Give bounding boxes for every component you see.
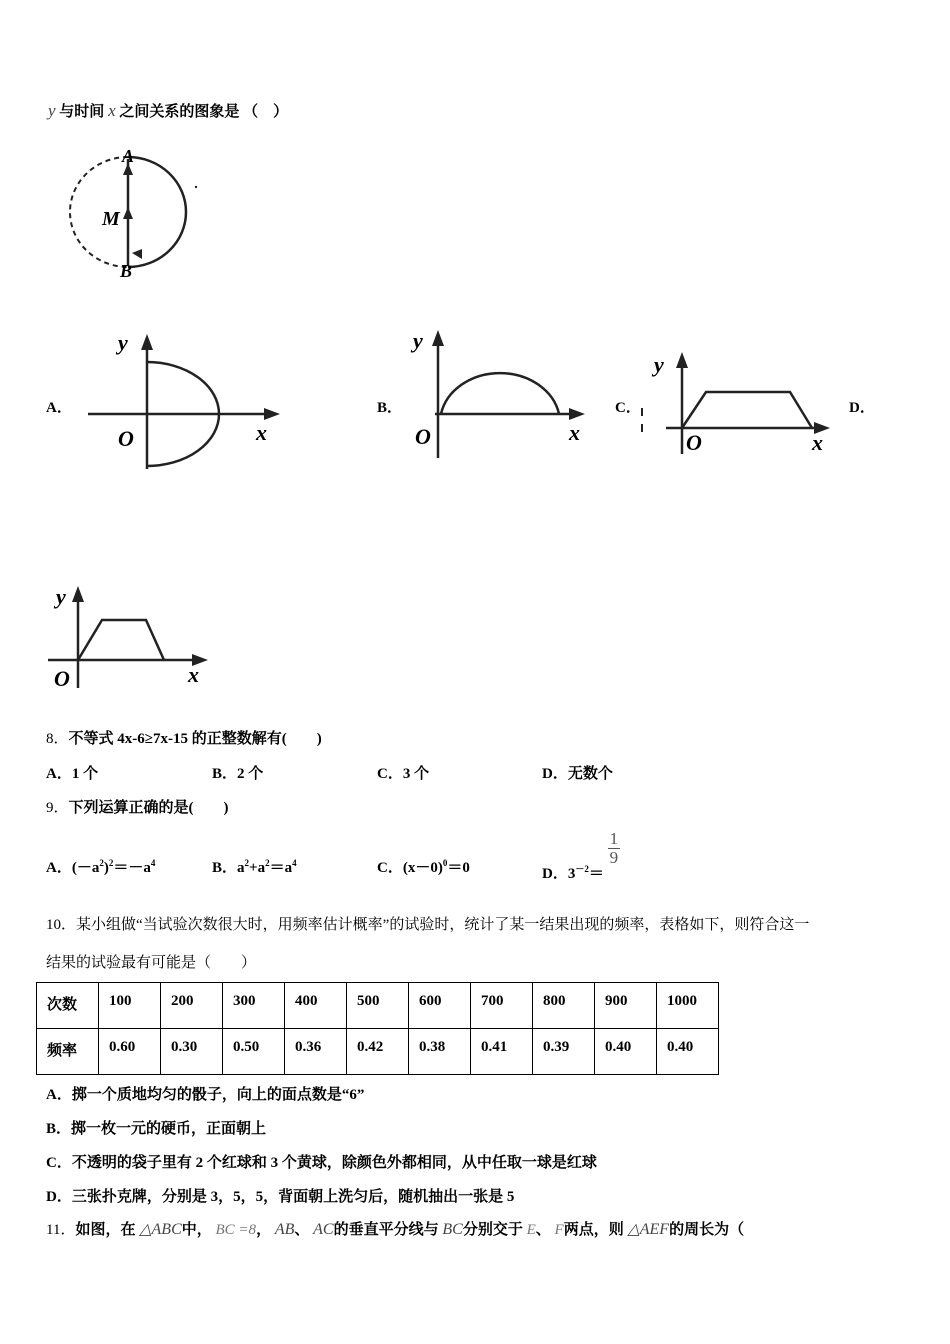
triangle-aef: △AEF <box>627 1221 670 1238</box>
q8-number: 8． <box>46 731 69 747</box>
q11-number: 11． <box>46 1222 76 1238</box>
q9-option-b: B．$a^2+a^2=a^4$ <box>212 858 297 876</box>
graph-d-origin-label: O <box>54 666 70 690</box>
q8-stem: 不等式 4x-6≥7x-15 的正整数解有( ) <box>68 731 322 747</box>
table-header-cell: 频率 <box>37 1029 99 1075</box>
var-x: x <box>108 101 116 120</box>
table-cell: 0.30 <box>161 1029 223 1075</box>
point-f: F <box>554 1222 564 1238</box>
q8-option-d: D．无数个 <box>542 766 613 782</box>
q8-option-a: A．1 个 <box>46 766 99 782</box>
circle-motion-figure <box>60 145 210 285</box>
graph-a-x-label: x <box>256 420 267 445</box>
q10-option-b: B．掷一枚一元的硬币，正面朝上 <box>46 1121 267 1137</box>
question-intro <box>48 100 288 121</box>
question-11: 11．如图，在 △ABC中， BC =8， AB、 AC的垂直平分线与 BC分别交于 E、 F两点，则 △AEF的周长为（ <box>46 1221 745 1238</box>
triangle-abc: △ABC <box>139 1221 182 1238</box>
q10-option-c: C．不透明的袋子里有 2 个红球和 3 个黄球，除颜色外都相同，从中任取一球是红球 <box>46 1155 597 1171</box>
q10-stem-line1: 某小组做“当试验次数很大时，用频率估计概率”的试验时，统计了某一结果出现的频率，表格如下，则符合这一 <box>76 917 810 933</box>
q9-option-a: A．$(-a^2)^2=-a^4$ <box>46 858 156 876</box>
graph-b <box>405 322 595 462</box>
graph-a-y-label: y <box>118 330 128 355</box>
graph-d-y-label: y <box>56 584 66 609</box>
table-cell: 800 <box>533 983 595 1029</box>
table-cell: 0.36 <box>285 1029 347 1075</box>
option-a-label: A． <box>46 400 72 416</box>
graph-c <box>640 346 840 458</box>
q9-option-c: C．$(x-0)^0=0$ <box>377 858 470 876</box>
q9-option-d: D．$3^{-2}=$ $\frac{1}{9}$ <box>542 829 619 882</box>
table-cell: 500 <box>347 983 409 1029</box>
table-cell: 600 <box>409 983 471 1029</box>
intro-paren: （ ） <box>243 104 289 120</box>
table-row <box>37 983 719 1029</box>
option-d-label: D． <box>849 400 875 416</box>
graph-b-y-label: y <box>413 328 423 353</box>
q8-option-c: C．3 个 <box>377 766 430 782</box>
table-cell: 1000 <box>657 983 719 1029</box>
graph-d <box>44 580 216 690</box>
table-cell: 0.60 <box>99 1029 161 1075</box>
var-y: y <box>48 101 56 120</box>
graph-b-origin-label: O <box>415 424 431 449</box>
label-m: M <box>102 208 120 230</box>
table-cell: 300 <box>223 983 285 1029</box>
table-cell: 100 <box>99 983 161 1029</box>
table-cell: 900 <box>595 983 657 1029</box>
question-8 <box>46 727 322 748</box>
graph-c-origin-label: O <box>686 430 702 455</box>
graph-c-y-label: y <box>654 352 664 377</box>
table-cell: 0.42 <box>347 1029 409 1075</box>
table-cell: 200 <box>161 983 223 1029</box>
label-a: A <box>122 146 135 166</box>
table-row <box>37 1029 719 1075</box>
intro-text1: 与时间 <box>59 104 105 120</box>
table-cell: 0.40 <box>595 1029 657 1075</box>
table-header-cell: 次数 <box>37 983 99 1029</box>
label-b: B <box>120 261 133 281</box>
segment-bc: BC <box>442 1221 463 1238</box>
q10-option-d: D．三张扑克牌，分别是 3，5，5，背面朝上洗匀后，随机抽出一张是 5 <box>46 1189 515 1205</box>
option-c-label: C． <box>615 400 641 416</box>
table-cell: 0.39 <box>533 1029 595 1075</box>
q10-stem-line2: 结果的试验最有可能是（ ） <box>46 955 257 971</box>
bc-length: BC =8 <box>215 1222 257 1238</box>
q10-number: 10． <box>46 917 77 933</box>
frequency-table <box>36 982 719 1075</box>
graph-a-origin-label: O <box>118 426 134 451</box>
graph-a <box>80 326 290 474</box>
intro-text2: 之间关系的图象是 <box>119 104 240 120</box>
segment-ab: AB <box>274 1221 295 1238</box>
q8-option-b: B．2 个 <box>212 766 264 782</box>
option-b-label: B． <box>377 400 403 416</box>
table-cell: 700 <box>471 983 533 1029</box>
q10-option-a: A．掷一个质地均匀的骰子，向上的面点数是“6” <box>46 1087 365 1103</box>
graph-b-x-label: x <box>569 420 580 445</box>
q9-stem: 下列运算正确的是( ) <box>68 800 229 816</box>
segment-ac: AC <box>313 1221 334 1238</box>
table-cell: 400 <box>285 983 347 1029</box>
q9-number: 9． <box>46 800 69 816</box>
graph-d-x-label: x <box>188 662 199 687</box>
table-cell: 0.41 <box>471 1029 533 1075</box>
table-cell: 0.50 <box>223 1029 285 1075</box>
table-cell: 0.40 <box>657 1029 719 1075</box>
question-9 <box>46 796 229 817</box>
table-cell: 0.38 <box>409 1029 471 1075</box>
q9-fraction: $\frac{1}{9}$ <box>609 829 619 867</box>
question-10-line1 <box>46 913 809 934</box>
graph-c-x-label: x <box>812 430 823 455</box>
point-e: E <box>526 1222 536 1238</box>
